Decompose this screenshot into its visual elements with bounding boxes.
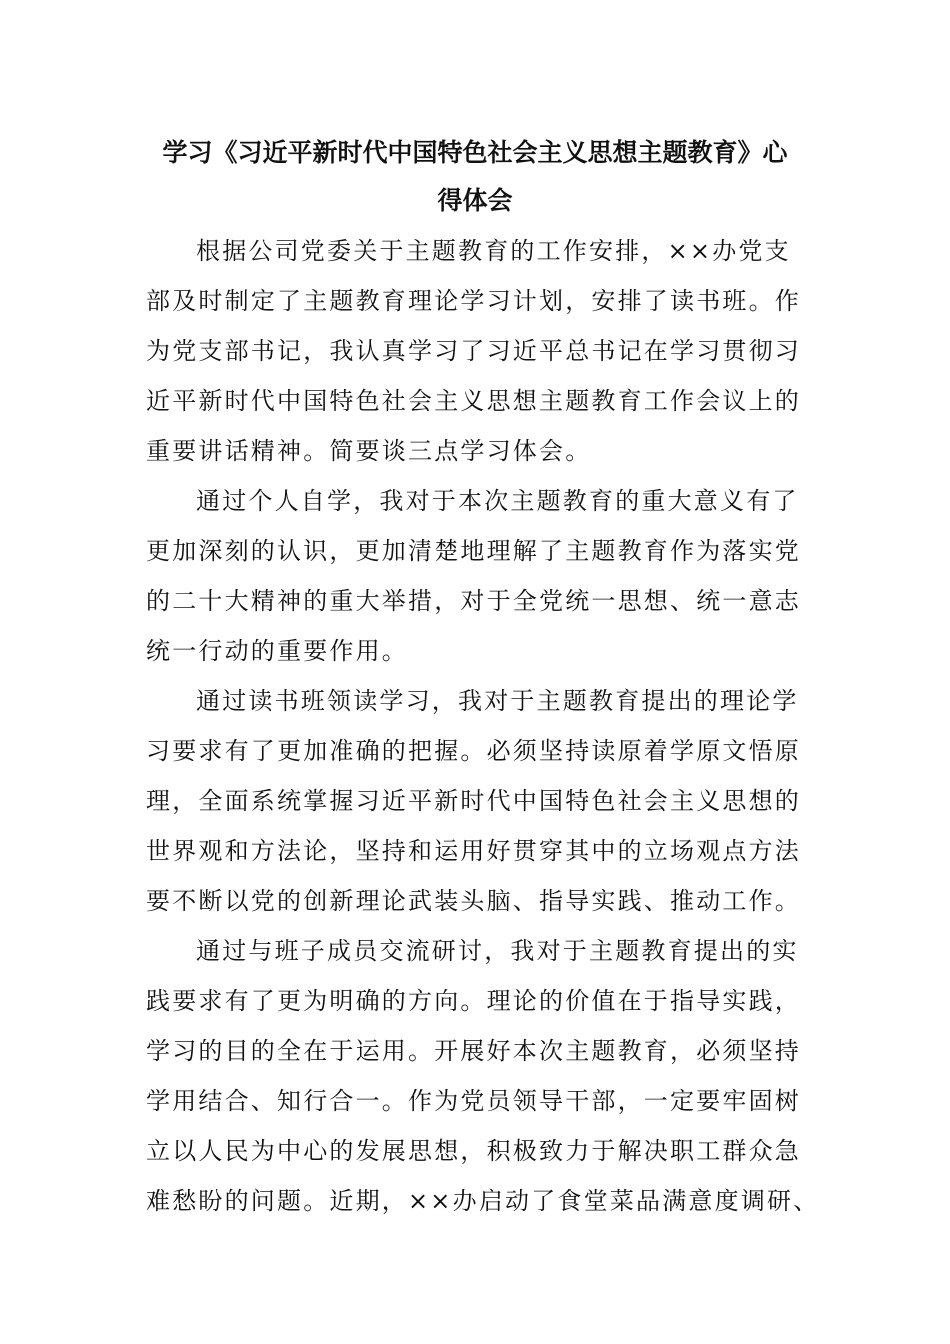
paragraph-2-line-3: 的二十大精神的重大举措，对于全党统一思想、统一意志 (146, 587, 801, 615)
paragraph-4-line-6: 难愁盼的问题。近期，××办启动了食堂菜品满意度调研、 (146, 1187, 820, 1215)
paragraph-4-line-4: 学用结合、知行合一。作为党员领导干部，一定要牢固树 (146, 1087, 801, 1115)
document-title-line-1: 学习《习近平新时代中国特色社会主义思想主题教育》心 (162, 138, 788, 167)
paragraph-3-line-3: 理，全面系统掌握习近平新时代中国特色社会主义思想的 (146, 787, 801, 815)
paragraph-2-line-1: 通过个人自学，我对于本次主题教育的重大意义有了 (196, 487, 799, 515)
paragraph-3-line-1: 通过读书班领读学习，我对于主题教育提出的理论学 (196, 687, 799, 715)
paragraph-1-line-4: 近平新时代中国特色社会主义思想主题教育工作会议上的 (146, 387, 801, 415)
paragraph-4-line-5: 立以人民为中心的发展思想，积极致力于解决职工群众急 (146, 1137, 801, 1165)
paragraph-3-line-5: 要不断以党的创新理论武装头脑、指导实践、推动工作。 (146, 887, 801, 915)
paragraph-4-line-1: 通过与班子成员交流研讨，我对于主题教育提出的实 (196, 937, 799, 965)
paragraph-4-line-3: 学习的目的全在于运用。开展好本次主题教育，必须坚持 (146, 1037, 801, 1065)
document-title-line-2: 得体会 (437, 186, 513, 215)
paragraph-2-line-4: 统一行动的重要作用。 (146, 637, 408, 665)
paragraph-4-line-2: 践要求有了更为明确的方向。理论的价值在于指导实践， (146, 987, 801, 1015)
paragraph-3-line-4: 世界观和方法论，坚持和运用好贯穿其中的立场观点方法 (146, 837, 801, 865)
paragraph-2-line-2: 更加深刻的认识，更加清楚地理解了主题教育作为落实党 (146, 537, 801, 565)
paragraph-1-line-5: 重要讲话精神。简要谈三点学习体会。 (146, 437, 592, 465)
paragraph-3-line-2: 习要求有了更加准确的把握。必须坚持读原着学原文悟原 (146, 737, 801, 765)
paragraph-1-line-3: 为党支部书记，我认真学习了习近平总书记在学习贯彻习 (146, 337, 801, 365)
paragraph-1-line-1: 根据公司党委关于主题教育的工作安排，××办党支 (196, 237, 791, 265)
paragraph-1-line-2: 部及时制定了主题教育理论学习计划，安排了读书班。作 (146, 287, 801, 315)
